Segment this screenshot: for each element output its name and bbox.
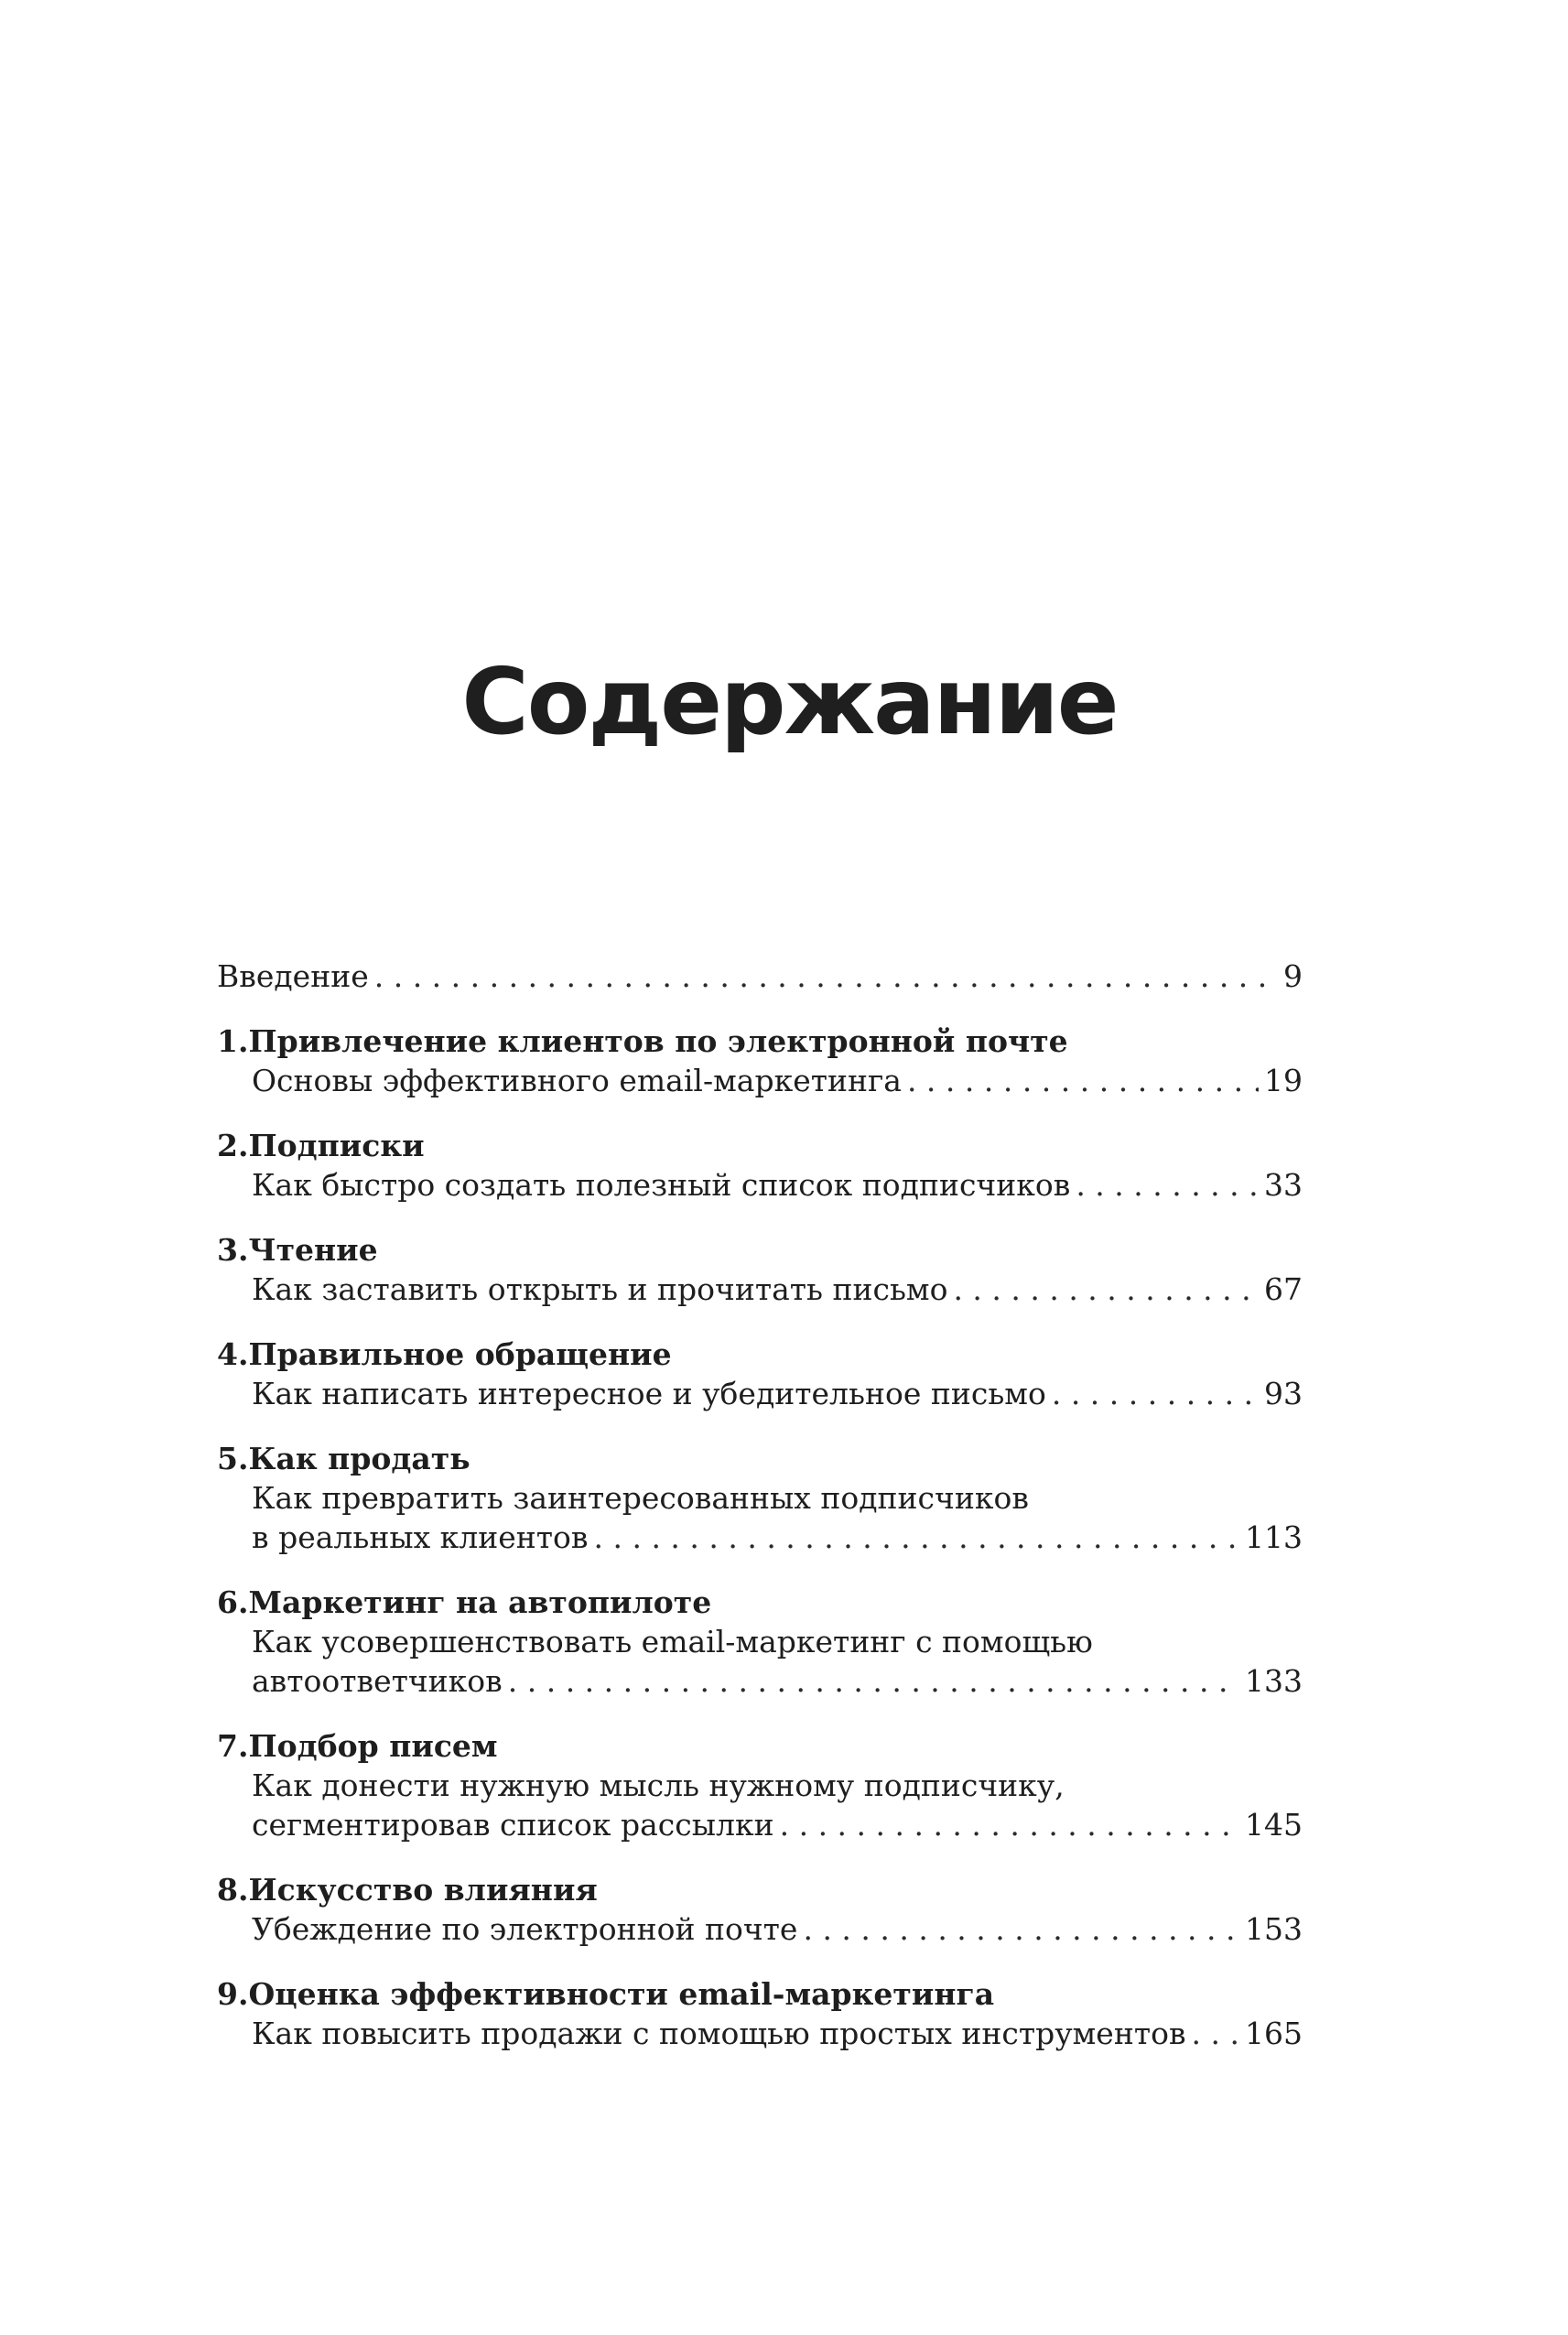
chapter-subtitle (217, 1622, 1303, 1701)
toc-page-number: 145 (1245, 1807, 1303, 1843)
chapter-title: Искусство влияния (248, 1872, 598, 1908)
chapter-list (217, 1022, 1303, 2053)
toc-chapter[interactable] (217, 1870, 1303, 1949)
subtitle-leader-row (252, 1805, 1303, 1844)
chapter-title: Маркетинг на автопилоте (248, 1584, 712, 1620)
toc-page-number: 153 (1245, 1911, 1303, 1947)
chapter-number: 7. (217, 1728, 249, 1764)
chapter-title: Подписки (248, 1128, 425, 1163)
table-of-contents (217, 957, 1303, 2079)
dot-leader (953, 1270, 1259, 1309)
chapter-title: Чтение (248, 1232, 378, 1268)
subtitle-line: Как превратить заинтересованных подписчиков (252, 1480, 1029, 1516)
toc-page-number: 9 (1283, 958, 1303, 994)
dot-leader (780, 1805, 1239, 1844)
chapter-heading (217, 1974, 1303, 2014)
subtitle-line: Как быстро создать полезный список подписчиков (252, 1167, 1071, 1203)
chapter-title: Правильное обращение (248, 1336, 672, 1372)
toc-chapter[interactable] (217, 1583, 1303, 1701)
toc-chapter[interactable] (217, 1022, 1303, 1100)
dot-leader (508, 1661, 1239, 1701)
toc-page-number: 93 (1264, 1376, 1303, 1411)
toc-entry-label: Введение (217, 958, 369, 994)
subtitle-line: Как заставить открыть и прочитать письмо (252, 1271, 948, 1307)
chapter-heading (217, 1230, 1303, 1270)
chapter-title: Как продать (248, 1441, 470, 1476)
chapter-subtitle (217, 1909, 1303, 1949)
chapter-number: 1. (217, 1023, 249, 1059)
subtitle-leader-row (252, 1374, 1303, 1413)
dot-leader (1052, 1374, 1259, 1413)
toc-page-number: 67 (1264, 1271, 1303, 1307)
subtitle-leader-row (252, 1518, 1303, 1557)
chapter-heading (217, 1126, 1303, 1165)
subtitle-leader-row (252, 1165, 1303, 1205)
dot-leader (907, 1061, 1259, 1100)
subtitle-line: Как донести нужную мысль нужному подписчику, (252, 1767, 1065, 1803)
toc-page-number: 133 (1245, 1663, 1303, 1699)
chapter-subtitle (217, 1270, 1303, 1309)
chapter-heading (217, 1335, 1303, 1374)
chapter-heading (217, 1022, 1303, 1061)
chapter-heading (217, 1870, 1303, 1909)
dot-leader (1192, 2014, 1239, 2053)
subtitle-leader-row (252, 1661, 1303, 1701)
chapter-number: 6. (217, 1584, 249, 1620)
chapter-title: Подбор писем (248, 1728, 498, 1764)
chapter-subtitle (217, 1374, 1303, 1413)
subtitle-line: Убеждение по электронной почте (252, 1911, 798, 1947)
chapter-subtitle (217, 1766, 1303, 1844)
chapter-subtitle (217, 1061, 1303, 1100)
toc-entry-intro[interactable] (217, 957, 1303, 996)
subtitle-line: сегментировав список рассылки (252, 1807, 774, 1843)
toc-chapter[interactable] (217, 1335, 1303, 1413)
chapter-number: 5. (217, 1441, 249, 1476)
toc-chapter[interactable] (217, 1439, 1303, 1557)
subtitle-line: Как повысить продажи с помощью простых инструментов (252, 2016, 1186, 2051)
toc-chapter[interactable] (217, 1974, 1303, 2053)
dot-leader (594, 1518, 1240, 1557)
toc-page-number: 113 (1245, 1519, 1303, 1555)
chapter-title: Оценка эффективности email-маркетинга (248, 1976, 995, 2012)
chapter-number: 3. (217, 1232, 249, 1268)
toc-chapter[interactable] (217, 1230, 1303, 1309)
toc-page-number: 165 (1245, 2016, 1303, 2051)
dot-leader (374, 957, 1277, 996)
chapter-subtitle (217, 1165, 1303, 1205)
chapter-number: 4. (217, 1336, 249, 1372)
chapter-number: 2. (217, 1128, 249, 1163)
dot-leader (1076, 1165, 1259, 1205)
subtitle-line: автоответчиков (252, 1663, 503, 1699)
chapter-subtitle (217, 1478, 1303, 1557)
subtitle-line: Как написать интересное и убедительное письмо (252, 1376, 1046, 1411)
toc-chapter[interactable] (217, 1726, 1303, 1844)
toc-page-number: 19 (1264, 1063, 1303, 1098)
subtitle-line: Основы эффективного email-маркетинга (252, 1063, 902, 1098)
chapter-heading (217, 1439, 1303, 1478)
subtitle-leader-row (252, 1270, 1303, 1309)
chapter-heading (217, 1583, 1303, 1622)
subtitle-leader-row (252, 1061, 1303, 1100)
subtitle-line: Как усовершенствовать email-маркетинг с помощью (252, 1624, 1093, 1659)
dot-leader (803, 1909, 1239, 1949)
subtitle-leader-row (252, 1909, 1303, 1949)
chapter-number: 9. (217, 1976, 249, 2012)
chapter-heading (217, 1726, 1303, 1766)
subtitle-leader-row (252, 2014, 1303, 2053)
chapter-subtitle (217, 2014, 1303, 2053)
chapter-title: Привлечение клиентов по электронной почте (248, 1023, 1068, 1059)
toc-page-number: 33 (1264, 1167, 1303, 1203)
chapter-number: 8. (217, 1872, 249, 1908)
toc-chapter[interactable] (217, 1126, 1303, 1205)
subtitle-line: в реальных клиентов (252, 1519, 589, 1555)
page-title: Содержание (461, 648, 1118, 755)
